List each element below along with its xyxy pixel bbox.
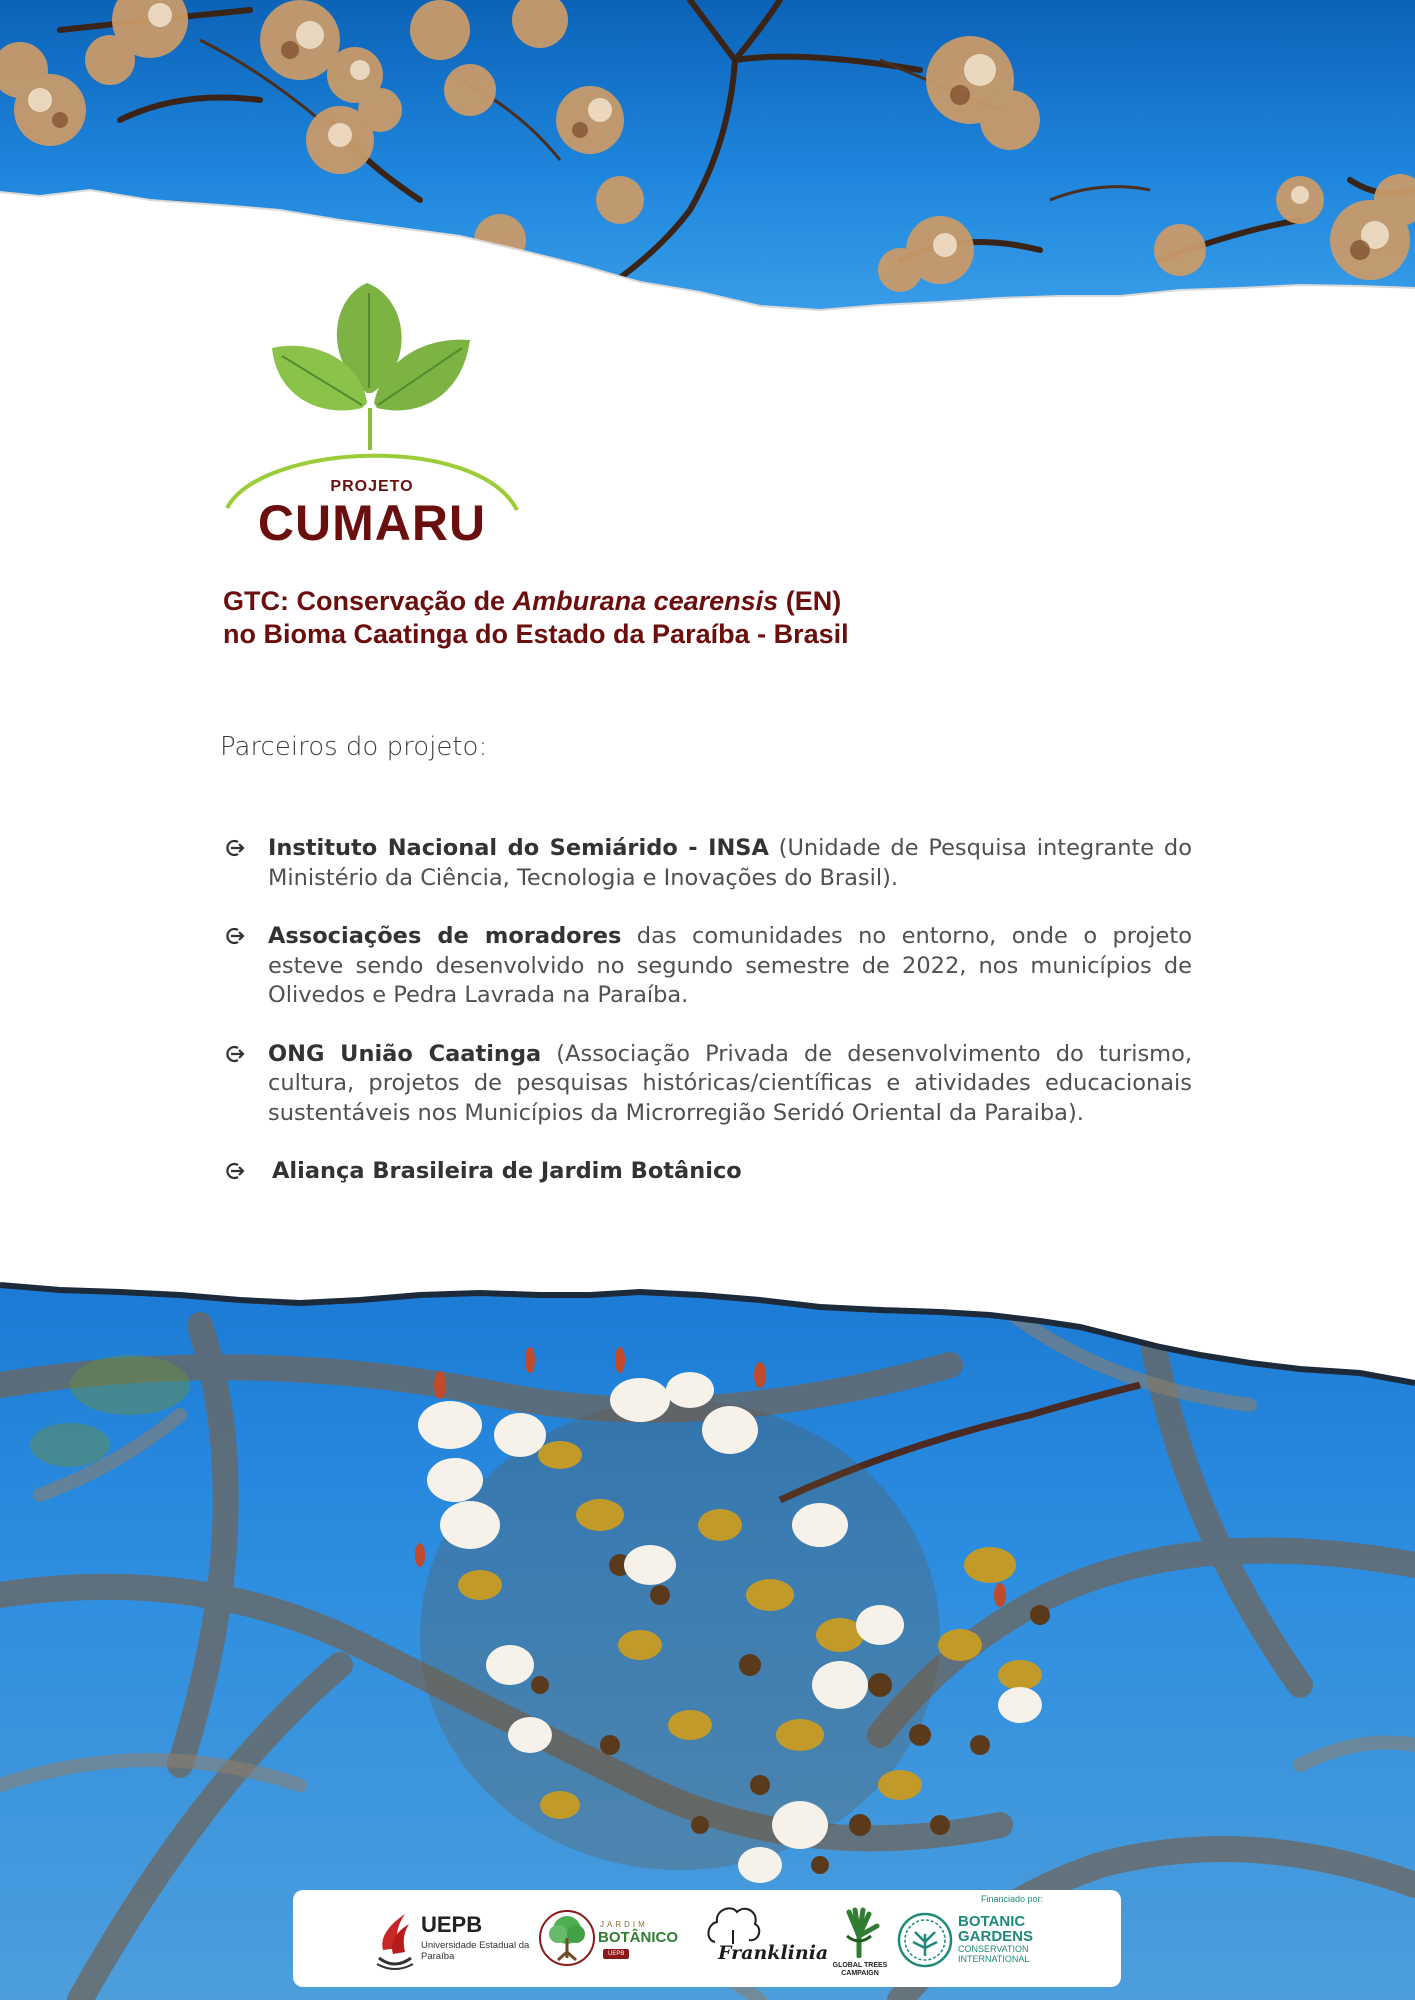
partner-name: Instituto Nacional do Semiárido - INSA xyxy=(268,835,769,861)
bgci-line-3: CONSERVATION xyxy=(958,1944,1029,1954)
partner-description: (Associação Privada de desenvolvimento do turismo, cultura, projetos de pesquisas históricas/científicas e atividades educacionais sustentáveis nos Municípios da Microrregião Seridó Oriental da Paraiba). xyxy=(268,1040,1193,1126)
partner-description: das comunidades no entorno, onde o projeto esteve sendo desenvolvido no segundo semestre de 2022, nos municípios de Olivedos e Pedra Lavrada na Paraíba. xyxy=(268,923,1192,1008)
top-photo-branches-sky xyxy=(0,0,1415,320)
torn-paper-edge-bottom xyxy=(0,1265,1415,1405)
bgci-logo-text xyxy=(958,1914,1033,1964)
uepb-title: UEPB xyxy=(421,1912,483,1937)
logo-projeto-text: PROJETO xyxy=(330,478,414,495)
bgci-line-2: GARDENS xyxy=(958,1928,1034,1945)
partner-name: Aliança Brasileira de Jardim Botânico xyxy=(272,1158,742,1184)
torn-paper-edge-top xyxy=(0,0,1415,320)
partner-description: (Unidade de Pesquisa integrante do Ministério da Ciência, Tecnologia e Inovações do Brasil). xyxy=(268,835,1192,891)
botanico-label: BOTÂNICO xyxy=(598,1929,678,1946)
list-item xyxy=(224,922,1192,1011)
logo-cumaru-text: CUMARU xyxy=(257,495,487,551)
list-item xyxy=(224,1040,1192,1129)
arrow-bullet-icon xyxy=(224,1160,246,1182)
jardim-uepb-tag: UEPB xyxy=(603,1949,629,1959)
headline-line-2: no Bioma Caatinga do Estado da Paraíba - Brasil xyxy=(223,619,849,649)
bgci-line-4: INTERNATIONAL xyxy=(958,1954,1030,1964)
headline-species: Amburana cearensis xyxy=(512,586,779,616)
list-item xyxy=(224,834,1192,893)
partner-name: Associações de moradores xyxy=(268,923,622,949)
project-headline xyxy=(223,585,1123,651)
global-trees-hand-icon xyxy=(837,1906,883,1958)
partners-heading: Parceiros do projeto: xyxy=(220,732,488,762)
headline-suffix: (EN) xyxy=(778,586,842,616)
funded-by-label: Financiado por: xyxy=(980,1894,1043,1904)
bgci-globe-tree-icon xyxy=(897,1912,953,1968)
arrow-bullet-icon xyxy=(224,837,246,859)
arrow-bullet-icon xyxy=(224,925,246,947)
global-trees-campaign-label: GLOBAL TREES CAMPAIGN xyxy=(832,1962,888,1977)
sponsor-logos-bar xyxy=(293,1890,1121,1987)
list-item xyxy=(224,1157,1192,1187)
bgci-line-1: BOTANIC xyxy=(958,1913,1026,1930)
franklinia-logo-text: Franklinia xyxy=(718,1942,829,1964)
partner-name: ONG União Caatinga xyxy=(268,1040,542,1067)
uepb-emblem-icon xyxy=(375,1910,415,1972)
uepb-subtitle: Universidade Estadual da Paraíba xyxy=(421,1940,530,1962)
projeto-cumaru-logo xyxy=(222,278,522,551)
jardim-label: JARDIM xyxy=(600,1920,648,1929)
headline-prefix: GTC: Conservação de xyxy=(223,586,513,616)
arrow-bullet-icon xyxy=(224,1043,246,1065)
headline-line-1 xyxy=(223,585,1123,618)
partners-list xyxy=(224,834,1192,1216)
jardim-botanico-tree-icon xyxy=(538,1908,596,1970)
